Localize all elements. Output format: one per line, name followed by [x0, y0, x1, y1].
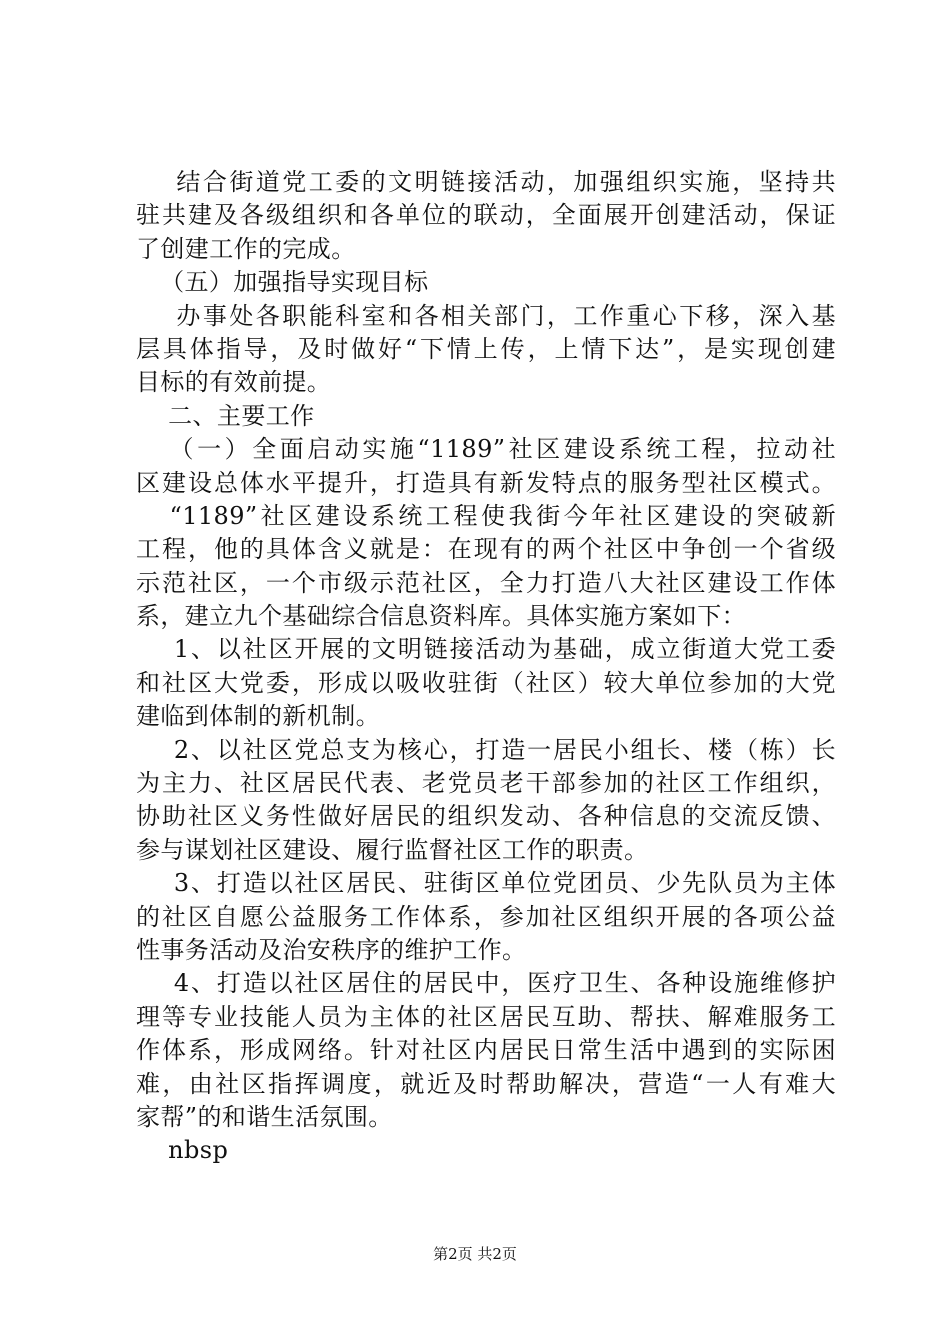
body-line: 性事务活动及治安秩序的维护工作。: [136, 935, 527, 964]
body-line: 区建设总体水平提升，打造具有新发特点的服务型社区模式。: [136, 468, 836, 497]
body-line: 系，建立九个基础综合信息资料库。具体实施方案如下：: [136, 602, 746, 631]
body-line: 难，由社区指挥调度，就近及时帮助解决，营造“一人有难大: [136, 1069, 836, 1098]
page-footer: 第2页 共2页: [433, 1245, 517, 1263]
body-line: 二、主要工作: [136, 401, 315, 430]
body-line: 目标的有效前提。: [136, 368, 332, 397]
body-line: 建临到体制的新机制。: [136, 702, 380, 731]
body-line: 和社区大党委，形成以吸收驻街（社区）较大单位参加的大党: [136, 668, 836, 697]
body-line: 4、打造以社区居住的居民中，医疗卫生、各种设施维修护: [136, 969, 836, 998]
body-line: 理等专业技能人员为主体的社区居民互助、帮扶、解难服务工: [136, 1002, 836, 1031]
body-line: 的社区自愿公益服务工作体系，参加社区组织开展的各项公益: [136, 902, 836, 931]
body-line: 结合街道党工委的文明链接活动，加强组织实施，坚持共: [136, 168, 836, 196]
body-line: 协助社区义务性做好居民的组织发动、各种信息的交流反馈、: [136, 802, 836, 831]
body-line: 了创建工作的完成。: [136, 234, 356, 263]
body-line: 为主力、社区居民代表、老党员老干部参加的社区工作组织，: [136, 769, 836, 798]
body-line: （五）加强指导实现目标: [136, 268, 429, 297]
body-line: 家帮”的和谐生活氛围。: [136, 1102, 393, 1131]
body-line: （一）全面启动实施“1189”社区建设系统工程，拉动社: [136, 435, 836, 464]
document-body: [136, 166, 836, 1168]
body-line: 层具体指导，及时做好“下情上传，上情下达”，是实现创建: [136, 334, 836, 363]
body-line: 示范社区，一个市级示范社区，全力打造八大社区建设工作体: [136, 568, 836, 597]
body-line: nbsp: [136, 1136, 229, 1165]
body-line: “1189”社区建设系统工程使我街今年社区建设的突破新: [136, 501, 836, 530]
body-line: 3、打造以社区居民、驻街区单位党团员、少先队员为主体: [136, 869, 836, 898]
body-line: 参与谋划社区建设、履行监督社区工作的职责。: [136, 835, 649, 864]
body-line: 2、以社区党总支为核心，打造一居民小组长、楼（栋）长: [136, 735, 836, 764]
body-line: 驻共建及各级组织和各单位的联动，全面展开创建活动，保证: [136, 201, 836, 230]
body-line: 1、以社区开展的文明链接活动为基础，成立街道大党工委: [136, 635, 836, 664]
body-line: 工程，他的具体含义就是：在现有的两个社区中争创一个省级: [136, 535, 836, 564]
body-line: 办事处各职能科室和各相关部门，工作重心下移，深入基: [136, 301, 836, 330]
body-line: 作体系，形成网络。针对社区内居民日常生活中遇到的实际困: [136, 1036, 836, 1065]
